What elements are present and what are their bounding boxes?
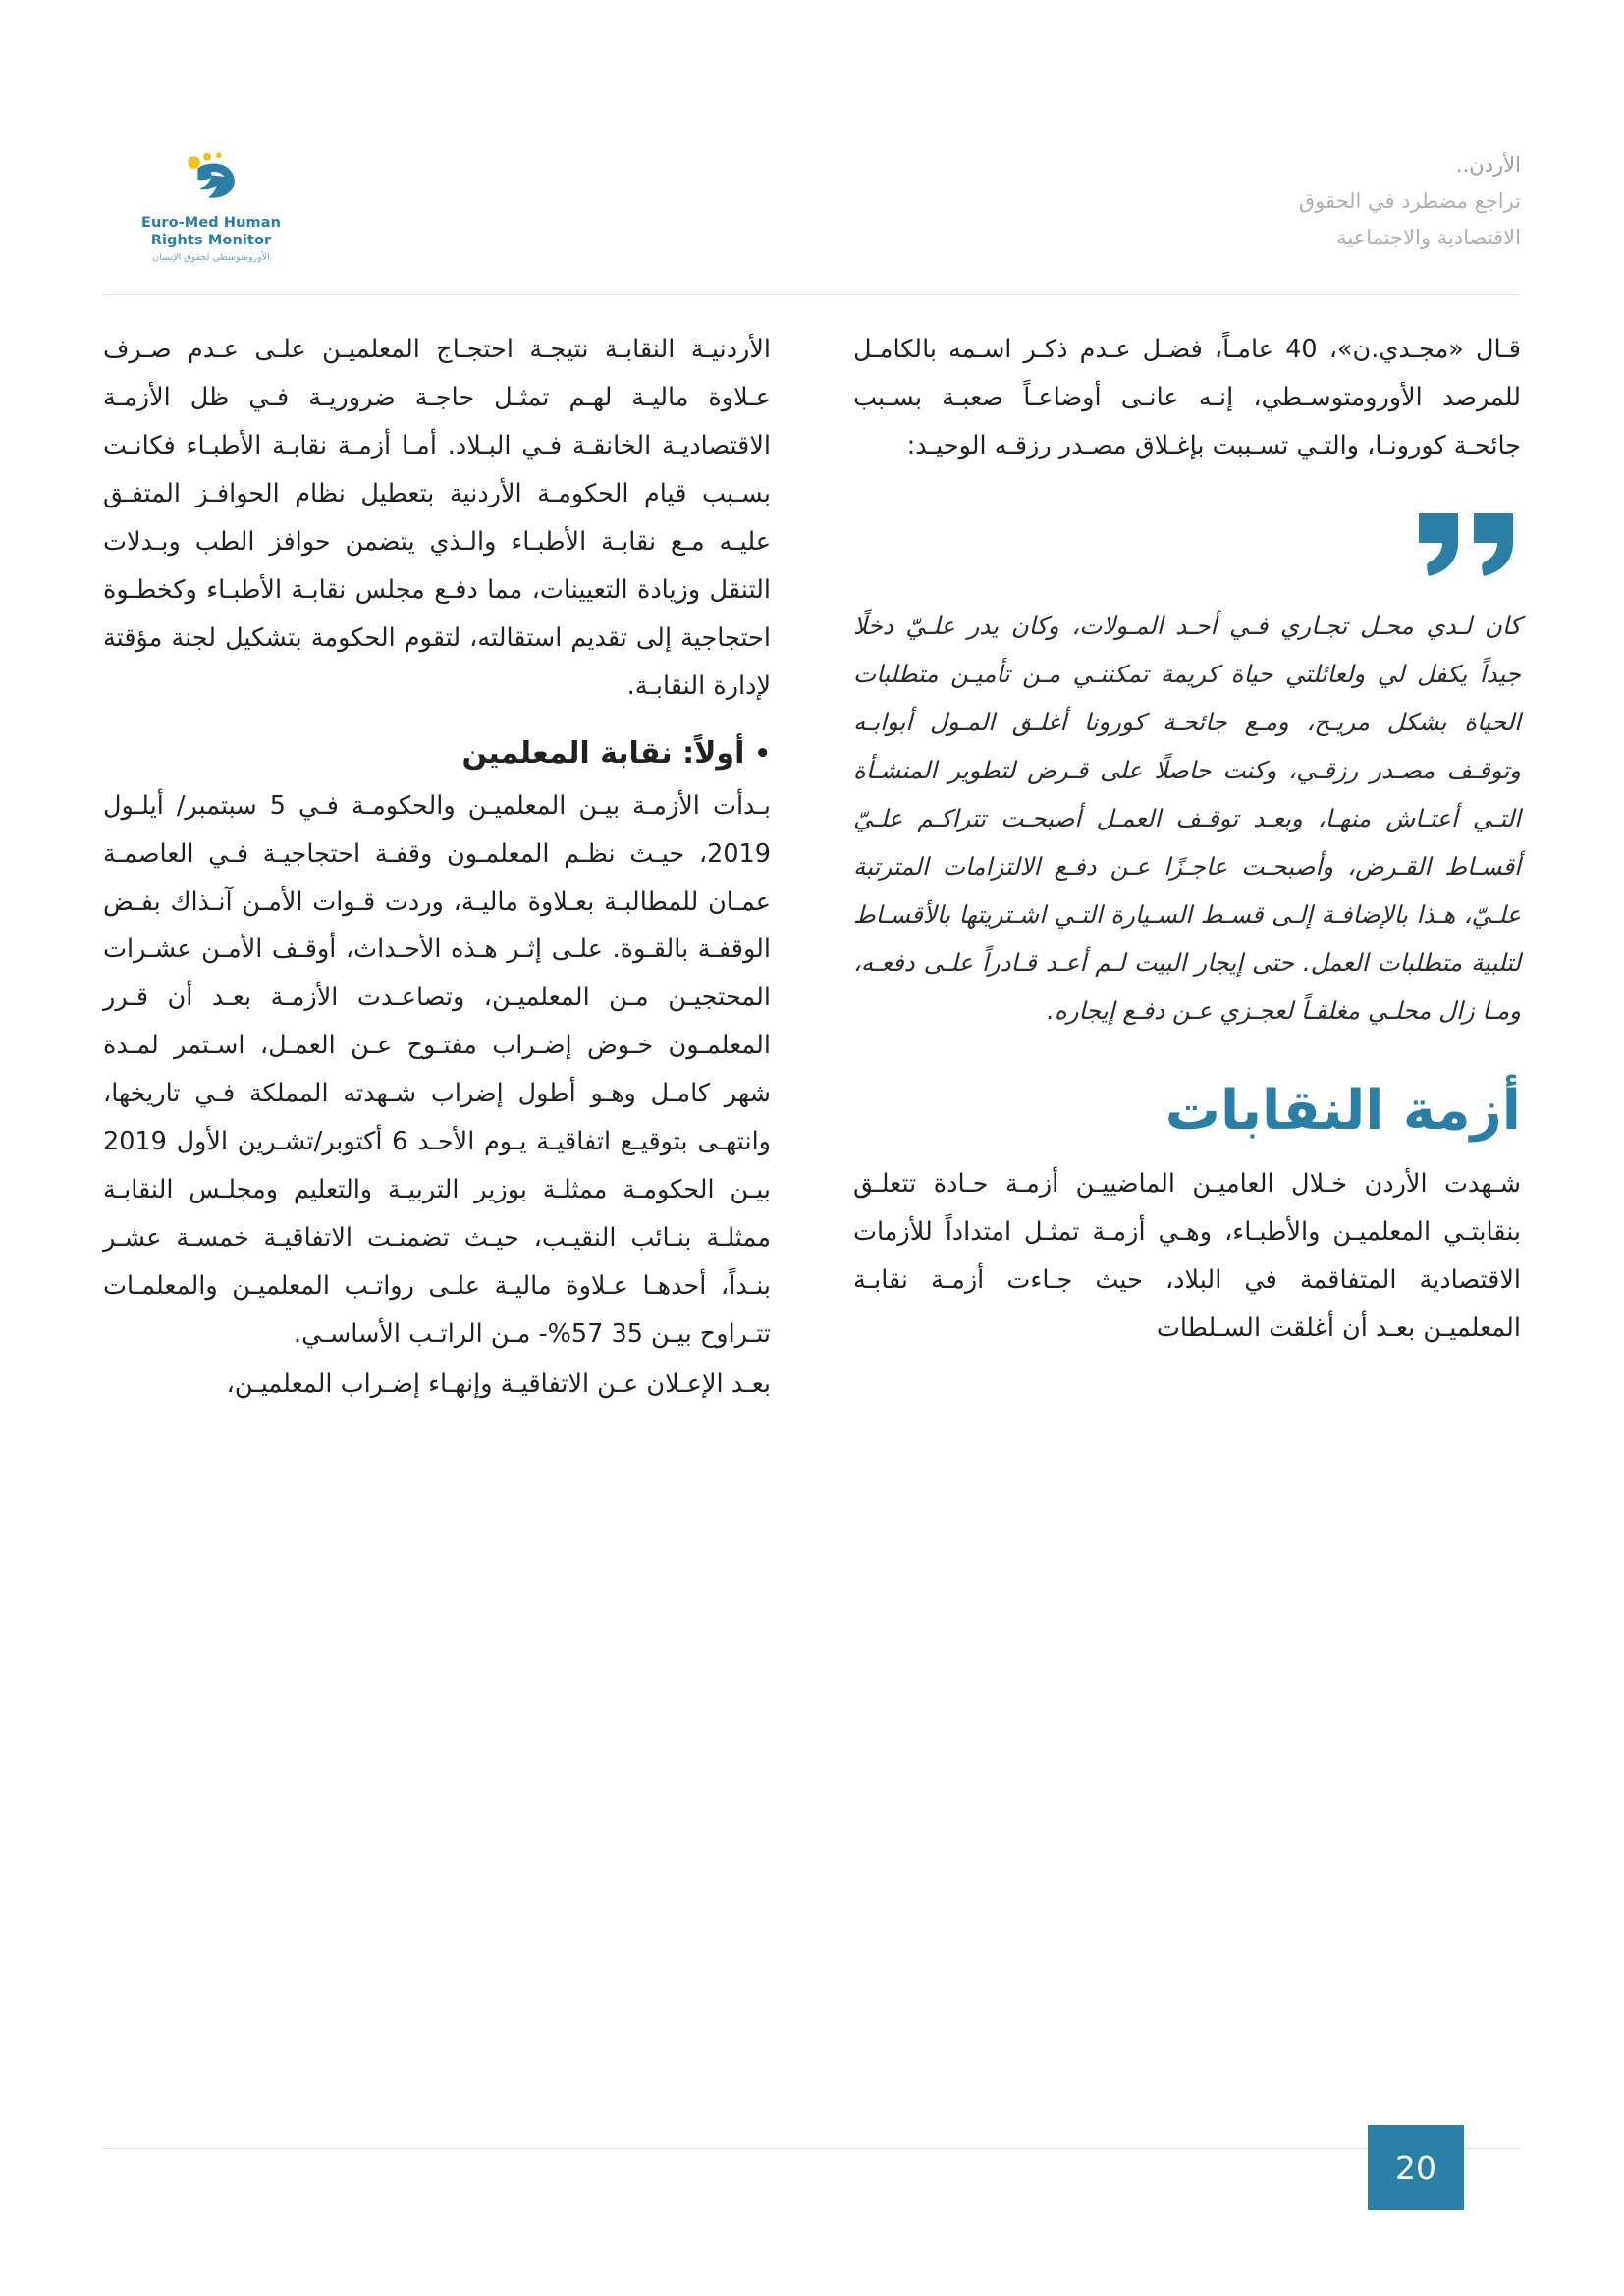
header-title-line1: الأردن.. bbox=[1455, 153, 1521, 177]
paragraph-continued: الأردنيـة النقابـة نتيجـة احتجـاج المعلميـن علـى عـدم صـرف عـلاوة ماليـة لهـم تمثـل حاجـة ضروريـة فـي ظل الأزمـة الاقتصاديـة الخانقـة فـي البـلاد. أمـا أزمـة نقابـة الأطبـاء فكانـت بسـبب قيام الحكومـة الأردنية بتعطيل نظام الحوافـز المتفـق عليـه مـع نقابـة الأطبـاء والـذي يتضمن حوافز الطب وبـدلات التنقل وزيادة التعيينات، مما دفـع مجلس نقابـة الأطبـاء وكخطـوة احتجاجية إلى تقديم استقالته، لتقوم الحكومة بتشكيل لجنة مؤقتة لإدارة النقابـة. bbox=[103, 335, 771, 701]
page-number-badge: 20 bbox=[1368, 2125, 1464, 2210]
logo-text-english bbox=[113, 214, 309, 249]
logo-text-en-line2: Rights Monitor bbox=[150, 233, 272, 249]
section-body-paragraph: شـهدت الأردن خـلال العاميـن الماضييـن أزمـة حـادة تتعلـق بنقابتـي المعلميـن والأطبـاء، وهـي أزمـة تمثـل امتداداً للأزمات الاقتصادية المتفاقمة في البلاد، حيث جـاءت أزمـة نقابـة المعلميـن بعـد أن أغلقت السـلطات bbox=[853, 1169, 1521, 1344]
header-divider bbox=[103, 294, 1521, 295]
quotation-mark-icon bbox=[853, 507, 1521, 584]
logo-text-arabic: الأورومتوسطي لحقوق الإنسان bbox=[152, 252, 270, 264]
subsection-heading-label: أولاً: نقابة المعلمين bbox=[461, 735, 745, 771]
paragraph-after-agreement: بعـد الإعـلان عـن الاتفاقيـة وإنهـاء إضـراب المعلميـن، bbox=[226, 1369, 771, 1400]
subsection-heading bbox=[103, 736, 771, 771]
page-header bbox=[103, 147, 1521, 280]
column-left bbox=[103, 326, 771, 1411]
section-title: أزمة النقابات bbox=[1164, 1078, 1521, 1143]
column-right bbox=[853, 326, 1521, 1355]
header-title bbox=[1109, 147, 1521, 255]
intro-paragraph: قـال «مجـدي.ن»، 40 عامـاً، فضـل عـدم ذكـر اسـمه بالكامـل للمرصد الأورومتوسـطي، إنـه عانـى أوضاعـاً صعبـة بسـبب جائحـة كورونـا، والتـي تسـببت بإغـلاق مصـدر رزقـه الوحيـد: bbox=[853, 335, 1521, 460]
organization-logo bbox=[113, 147, 309, 263]
paragraph-teachers-crisis: بـدأت الأزمـة بيـن المعلميـن والحكومـة فـي 5 سبتمبر/ أيلـول 2019، حيـث نظـم المعلمـون وقفـة احتجاجيـة فـي العاصمـة عمـان للمطالبـة بعـلاوة ماليـة، وردت قـوات الأمـن آنـذاك بفـض الوقفـة بالقـوة. علـى إثـر هـذه الأحـداث، أوقـف الأمـن عشـرات المحتجيـن مـن المعلميـن، وتصاعـدت الأزمـة بعـد أن قـرر المعلمـون خـوض إضـراب مفتـوح عـن العمـل، اسـتمر لمـدة شهر كامـل وهـو أطول إضراب شـهدته المملكة فـي تاريخها، وانتهـى بتوقيـع اتفاقيـة يـوم الأحـد 6 أكتوبر/تشـرين الأول 2019 بيـن الحكومـة ممثلـة بوزير التربيـة والتعليم ومجلـس النقابـة ممثلـة بنـائب النقيـب، حيـث تضمنـت الاتفاقيـة خمسـة عشـر بنـداً، أحدهـا عـلاوة ماليـة علـى رواتـب المعلميـن والمعلمـات تتـراوح بيـن 35 57%- مـن الراتـب الأساسـي. bbox=[103, 790, 771, 1350]
footer-divider bbox=[103, 2148, 1521, 2149]
header-title-line2: تراجع مضطرد في الحقوق bbox=[1298, 188, 1521, 213]
bullet-icon: • bbox=[754, 739, 771, 770]
header-title-line3: الاقتصادية والاجتماعية bbox=[1336, 225, 1521, 249]
dove-logo-icon bbox=[113, 147, 309, 208]
logo-text-en-line1: Euro-Med Human bbox=[140, 215, 282, 231]
pull-quote-text: كان لـدي محـل تجـاري فـي أحـد المـولات، وكان يدر علـيّ دخلًا جيداً يكفل لي ولعائلتي حياة كريمة تمكننـي مـن تأميـن متطلبات الحياة بشكل مريـح، ومـع جائحـة كورونا أغلـق المـول أبوابـه وتوقـف مصـدر رزقـي، وكنت حاصلًا على قـرض لتطوير المنشـأة التـي أعتـاش منهـا، وبعـد توقـف العمـل أصبحـت تتراكـم علـيّ أقسـاط القـرض، وأصبحـت عاجـزًا عـن دفـع الالتزامات المترتبة علـيّ، هـذا بالإضافـة إلـى قسـط السـيارة التـي اشـتريتها بالأقسـاط لتلبية متطلبات العمل. حتى إيجار البيت لـم أعـد قـادراً علـى دفعـه، ومـا زال محلـي مغلقـاً لعجـزي عـن دفـع إيجاره. bbox=[853, 611, 1521, 1025]
pull-quote bbox=[853, 602, 1521, 1035]
